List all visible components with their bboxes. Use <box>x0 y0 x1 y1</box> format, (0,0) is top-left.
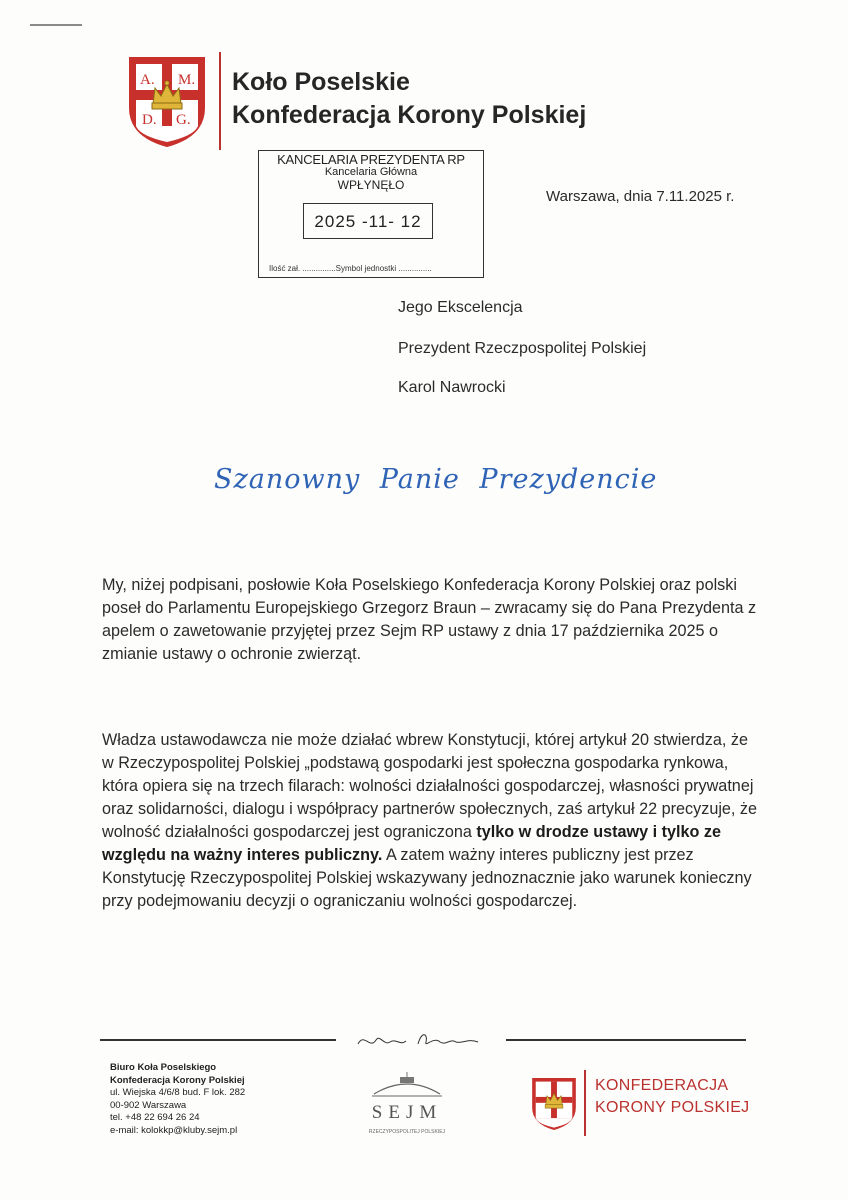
header-title-line1: Koło Poselskie <box>232 68 410 96</box>
paragraph-constitution-emphasis: tylko w drodze ustawy i tylko ze względu na ważny interes publiczny. <box>102 823 721 864</box>
sejm-subtitle: RZECZYPOSPOLITEJ POLSKIEJ <box>368 1129 446 1135</box>
paragraph-constitution <box>102 729 762 913</box>
place-and-date: Warszawa, dnia 7.11.2025 r. <box>546 188 735 205</box>
office-name-line1: Biuro Koła Poselskiego <box>110 1062 217 1073</box>
office-name-line2: Konfederacja Korony Polskiej <box>110 1074 245 1086</box>
recipient-line2: Prezydent Rzeczpospolitej Polskiej <box>398 340 647 357</box>
footer-brand-divider <box>584 1070 586 1136</box>
sejm-wordmark: SEJM <box>371 1102 443 1123</box>
stamp-date-box <box>303 203 433 239</box>
scan-mark <box>30 24 82 26</box>
footer-brand <box>595 1075 749 1119</box>
office-phone: tel. +48 22 694 26 24 <box>110 1112 200 1123</box>
office-address <box>110 1062 245 1137</box>
paragraph-appeal: My, niżej podpisani, posłowie Koła Poselskiego Konfederacja Korony Polskiej oraz polski poseł do Parlamentu Europejskiego Grzegorz Braun – zwracamy się do Pana Prezydenta z apelem o zawetowanie przyjętej przez Sejm RP ustawy z dnia 17 października 2025 o zmianie ustawy o ochronie zwierząt. <box>102 576 757 663</box>
footer-rule-right <box>506 1039 746 1041</box>
footer-rule-left <box>100 1039 336 1041</box>
office-city: 00-902 Warszawa <box>110 1099 187 1111</box>
footer-brand-line1: KONFEDERACJA <box>595 1077 729 1094</box>
header-title <box>232 66 586 132</box>
stamp-date: 2025 -11- 12 <box>314 212 422 231</box>
footer-brand-line2: KORONY POLSKIEJ <box>595 1099 750 1116</box>
crest-letter-d: D. <box>142 112 157 128</box>
stamp-office: KANCELARIA PREZYDENTA RP <box>277 152 465 167</box>
paragraph-constitution-conclusion: A zatem ważny interes publiczny jest przez Konstytucję Rzeczypospolitej Polskiej wskazywany jednoznacznie jako warunek konieczny przy podejmowaniu decyzji o ograniczaniu wolności gospodarczej. <box>102 846 752 910</box>
crest-letter-g: G. <box>176 112 191 128</box>
signature-scribble <box>354 1028 484 1052</box>
stamp-footer: Ilość zał. ...............Symbol jednostki ............... <box>269 264 432 273</box>
sejm-logo <box>352 1070 462 1140</box>
header-divider <box>219 52 221 150</box>
coat-of-arms-logo <box>128 56 206 148</box>
registry-stamp <box>258 150 484 278</box>
crest-letter-m: M. <box>178 72 196 88</box>
office-street: ul. Wiejska 4/6/8 bud. F lok. 282 <box>110 1087 246 1098</box>
header-title-line2: Konfederacja Korony Polskiej <box>232 101 587 129</box>
crest-letter-a: A. <box>140 72 155 88</box>
footer-coat-of-arms-logo <box>531 1072 577 1136</box>
recipient-line3: Karol Nawrocki <box>398 379 506 396</box>
paragraph-constitution-text: Władza ustawodawcza nie może działać wbrew Konstytucji, której artykuł 20 stwierdza, że w Rzeczypospolitej Polskiej „podstawą gospodarki jest społeczna gospodarka rynkowa, która opiera się na trzech filarach: wolności działalności gospodarczej, własności prywatnej oraz solidarności, dialogu i współpracy partnerów społecznych, zaś artykuł 22 precyzuje, że wolność działalności gospodarczej jest ograniczona <box>102 731 758 841</box>
recipient-line1: Jego Ekscelencja <box>398 299 523 316</box>
stamp-received: WPŁYNĘŁO <box>337 178 405 192</box>
handwritten-salutation: Szanowny Panie Prezydencie <box>214 464 658 495</box>
office-email: e-mail: kolokkp@kluby.sejm.pl <box>110 1124 238 1136</box>
stamp-department: Kancelaria Główna <box>324 166 418 178</box>
